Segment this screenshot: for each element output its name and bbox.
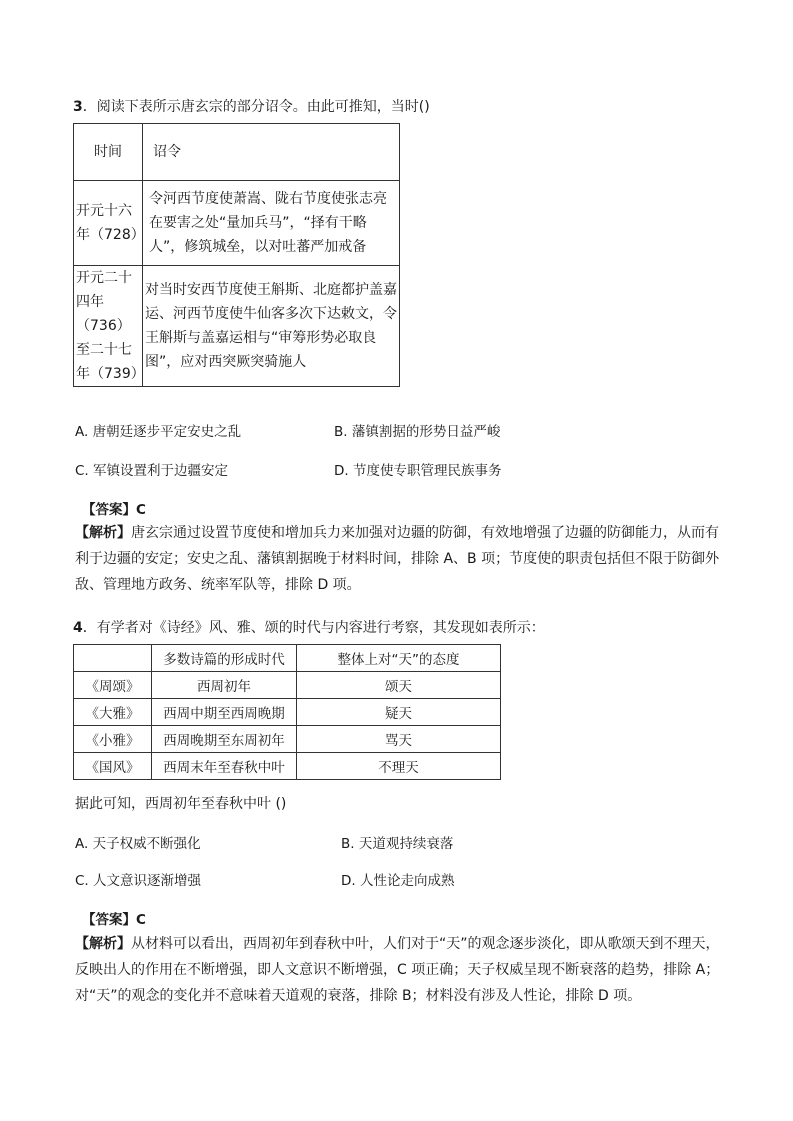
shijing-table-name-cell: 《小雅》 bbox=[74, 726, 152, 753]
q3-answer: 【答案】C bbox=[82, 502, 146, 518]
q4-option-d[interactable]: D. 人性论走向成熟 bbox=[341, 873, 455, 889]
shijing-table-attitude-cell: 不理天 bbox=[297, 753, 501, 780]
edict-table-time-cell: 开元十六年（728） bbox=[74, 181, 143, 266]
q4-option-c[interactable]: C. 人文意识逐渐增强 bbox=[75, 873, 202, 889]
edict-table-edict-cell: 对当时安西节度使王斛斯、北庭都护盖嘉运、河西节度使牛仙客多次下达敕文，令王斛斯与盖嘉运相与“审筹形势必取良图”，应对西突厥突骑施人 bbox=[143, 266, 400, 387]
q4-answer-value: C bbox=[136, 912, 146, 928]
question-3-stem: 3．阅读下表所示唐玄宗的部分诏令。由此可推知，当时() bbox=[73, 99, 430, 115]
q4-option-b[interactable]: B. 天道观持续衰落 bbox=[341, 836, 454, 852]
edict-table-time-cell: 开元二十四年（736）至二十七年（739） bbox=[74, 266, 143, 387]
q4-option-a[interactable]: A. 天子权威不断强化 bbox=[75, 836, 201, 852]
question-3-number: 3 bbox=[73, 99, 83, 115]
q4-follow-up: 据此可知，西周初年至春秋中叶 () bbox=[75, 796, 287, 812]
question-4-number: 4 bbox=[73, 620, 83, 636]
q4-analysis: 【解析】从材料可以看出，西周初年到春秋中叶，人们对于“天”的观念逐步淡化，即从歌颂天到不理天，反映出人的作用在不断增强，即人文意识不断增强，C 项正确；天子权威呈现不断衰落的趋势，排除 A；对“天”的观念的变化并不意味着天道观的衰落，排除 B；材料没有涉及人性论，排除 D 项。 bbox=[75, 936, 720, 1004]
q3-option-b[interactable]: B. 藩镇割据的形势日益严峻 bbox=[334, 424, 501, 440]
shijing-table-header-attitude: 整体上对“天”的态度 bbox=[297, 645, 501, 672]
shijing-table-attitude-cell: 骂天 bbox=[297, 726, 501, 753]
shijing-table bbox=[73, 644, 501, 780]
shijing-table-name-cell: 《大雅》 bbox=[74, 699, 152, 726]
q3-analysis: 【解析】唐玄宗通过设置节度使和增加兵力来加强对边疆的防御，有效地增强了边疆的防御能力，从而有利于边疆的安定；安史之乱、藩镇割据晚于材料时间，排除 A、B 项；节度使的职责包括但不限于防御外敌、管理地方政务、统率军队等，排除 D 项。 bbox=[75, 525, 720, 593]
q4-answer: 【答案】C bbox=[82, 912, 146, 928]
shijing-table-era-cell: 西周初年 bbox=[152, 672, 297, 699]
shijing-table-name-cell: 《国风》 bbox=[74, 753, 152, 780]
q3-option-c[interactable]: C. 军镇设置利于边疆安定 bbox=[75, 463, 229, 479]
shijing-table-header-era: 多数诗篇的形成时代 bbox=[152, 645, 297, 672]
q3-answer-value: C bbox=[136, 502, 146, 518]
shijing-table-era-cell: 西周末年至春秋中叶 bbox=[152, 753, 297, 780]
shijing-table-era-cell: 西周中期至西周晚期 bbox=[152, 699, 297, 726]
question-4-stem: 4．有学者对《诗经》风、雅、颂的时代与内容进行考察，其发现如表所示： bbox=[73, 620, 545, 636]
edict-table bbox=[73, 123, 400, 387]
shijing-table-attitude-cell: 疑天 bbox=[297, 699, 501, 726]
q3-option-a[interactable]: A. 唐朝廷逐步平定安史之乱 bbox=[75, 424, 242, 440]
shijing-table-era-cell: 西周晚期至东周初年 bbox=[152, 726, 297, 753]
edict-table-edict-cell: 令河西节度使萧嵩、陇右节度使张志亮在要害之处“量加兵马”，“择有干略人”，修筑城垒，以对吐蕃严加戒备 bbox=[143, 181, 400, 266]
edict-table-header-edict: 诏令 bbox=[143, 124, 400, 181]
shijing-table-header-blank bbox=[74, 645, 152, 672]
edict-table-header-time: 时间 bbox=[74, 124, 143, 181]
shijing-table-name-cell: 《周颂》 bbox=[74, 672, 152, 699]
shijing-table-attitude-cell: 颂天 bbox=[297, 672, 501, 699]
q3-option-d[interactable]: D. 节度使专职管理民族事务 bbox=[334, 463, 502, 479]
